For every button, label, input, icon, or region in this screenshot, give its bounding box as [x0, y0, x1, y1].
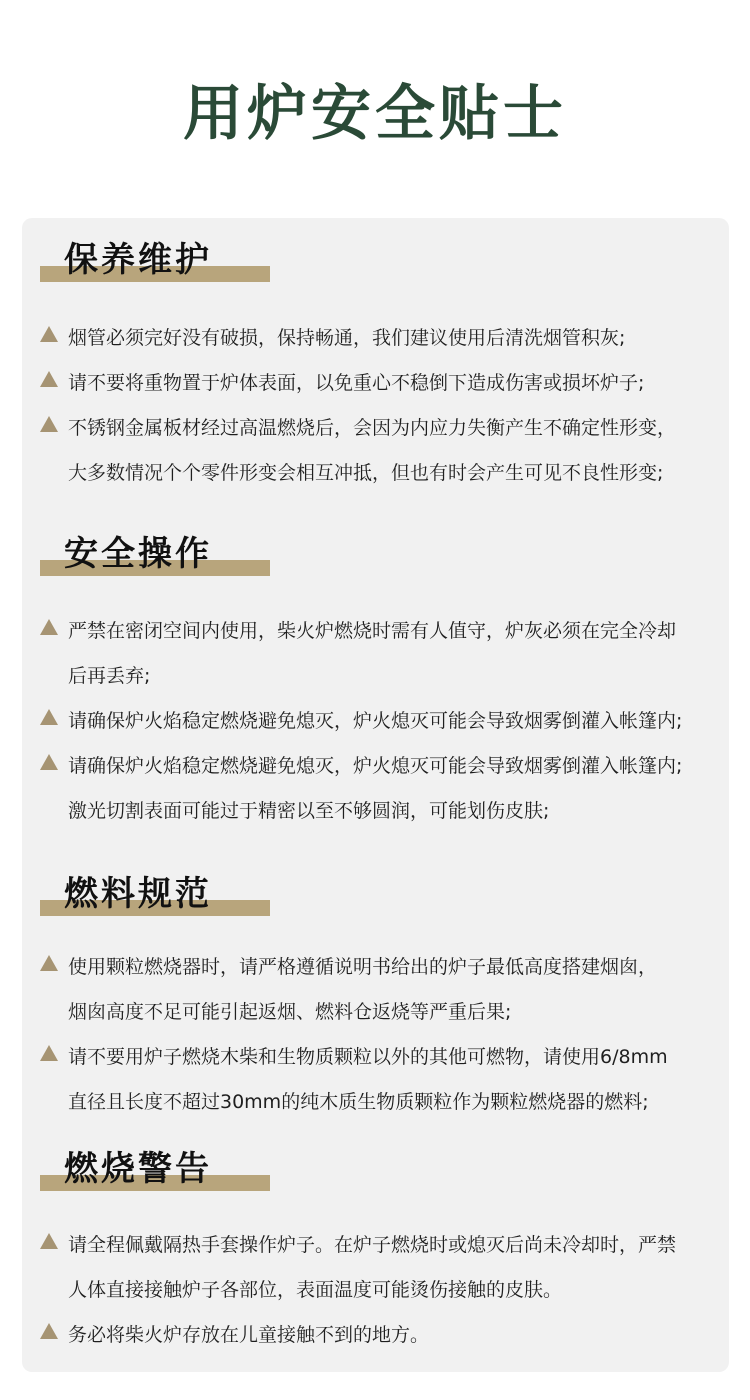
- tip-text-line: 务必将柴火炉存放在儿童接触不到的地方。: [68, 1324, 430, 1346]
- tip-text-line: 请不要将重物置于炉体表面，以免重心不稳倒下造成伤害或损坏炉子;: [68, 372, 645, 394]
- triangle-bullet-icon: [40, 1323, 58, 1339]
- tip-item: [40, 316, 700, 361]
- tip-item: [40, 1035, 700, 1125]
- section-heading-text: 燃烧警告: [64, 1149, 212, 1189]
- tip-text-line: 直径且长度不超过30mm的纯木质生物质颗粒作为颗粒燃烧器的燃料;: [68, 1091, 649, 1113]
- section-heading-block: [40, 870, 270, 916]
- tip-text-line: 请不要用炉子燃烧木柴和生物质颗粒以外的其他可燃物，请使用6/8mm: [68, 1046, 668, 1068]
- tip-text-line: 使用颗粒燃烧器时，请严格遵循说明书给出的炉子最低高度搭建烟囱，: [68, 956, 658, 978]
- triangle-bullet-icon: [40, 416, 58, 432]
- triangle-bullet-icon: [40, 1045, 58, 1061]
- tip-text-line: 后再丢弃;: [68, 665, 151, 687]
- triangle-bullet-icon: [40, 754, 58, 770]
- tip-item: [40, 1223, 700, 1313]
- triangle-bullet-icon: [40, 709, 58, 725]
- tip-text-line: 烟管必须完好没有破损，保持畅通，我们建议使用后清洗烟管积灰;: [68, 327, 626, 349]
- tip-text-line: 请确保炉火焰稳定燃烧避免熄灭，炉火熄灭可能会导致烟雾倒灌入帐篷内;: [68, 710, 683, 732]
- triangle-bullet-icon: [40, 955, 58, 971]
- section-heading-3: [40, 870, 700, 916]
- tip-text-line: 不锈钢金属板材经过高温燃烧后，会因为内应力失衡产生不确定性形变，: [68, 417, 677, 439]
- tip-item: [40, 361, 700, 406]
- tip-item: [40, 609, 700, 699]
- triangle-bullet-icon: [40, 326, 58, 342]
- tip-item: [40, 406, 700, 496]
- tip-text-line: 大多数情况个个零件形变会相互冲抵，但也有时会产生可见不良性形变;: [68, 462, 664, 484]
- section-heading-4: [40, 1145, 700, 1191]
- section-heading-2: [40, 530, 700, 576]
- section-heading-block: [40, 530, 270, 576]
- tip-text-line: 严禁在密闭空间内使用，柴火炉燃烧时需有人值守，炉灰必须在完全冷却: [68, 620, 677, 642]
- tip-text-line: 请全程佩戴隔热手套操作炉子。在炉子燃烧时或熄灭后尚未冷却时，严禁: [68, 1234, 677, 1256]
- tip-text-line: 烟囱高度不足可能引起返烟、燃料仓返烧等严重后果;: [68, 1001, 512, 1023]
- section-heading-text: 保养维护: [64, 240, 212, 280]
- triangle-bullet-icon: [40, 371, 58, 387]
- tip-text-line: 激光切割表面可能过于精密以至不够圆润，可能划伤皮肤;: [68, 800, 550, 822]
- tip-item: [40, 945, 700, 1035]
- page-title: 用炉安全贴士: [183, 79, 567, 149]
- section-heading-block: [40, 236, 270, 282]
- section-heading-text: 安全操作: [64, 534, 212, 574]
- triangle-bullet-icon: [40, 1233, 58, 1249]
- section-heading-block: [40, 1145, 270, 1191]
- tip-item: [40, 744, 700, 834]
- section-heading-1: [40, 236, 700, 282]
- tip-text-line: 请确保炉火焰稳定燃烧避免熄灭，炉火熄灭可能会导致烟雾倒灌入帐篷内;: [68, 755, 683, 777]
- triangle-bullet-icon: [40, 619, 58, 635]
- section-heading-text: 燃料规范: [64, 874, 212, 914]
- tip-item: [40, 699, 700, 744]
- tip-text-line: 人体直接接触炉子各部位，表面温度可能烫伤接触的皮肤。: [68, 1279, 563, 1301]
- tip-item: [40, 1313, 700, 1358]
